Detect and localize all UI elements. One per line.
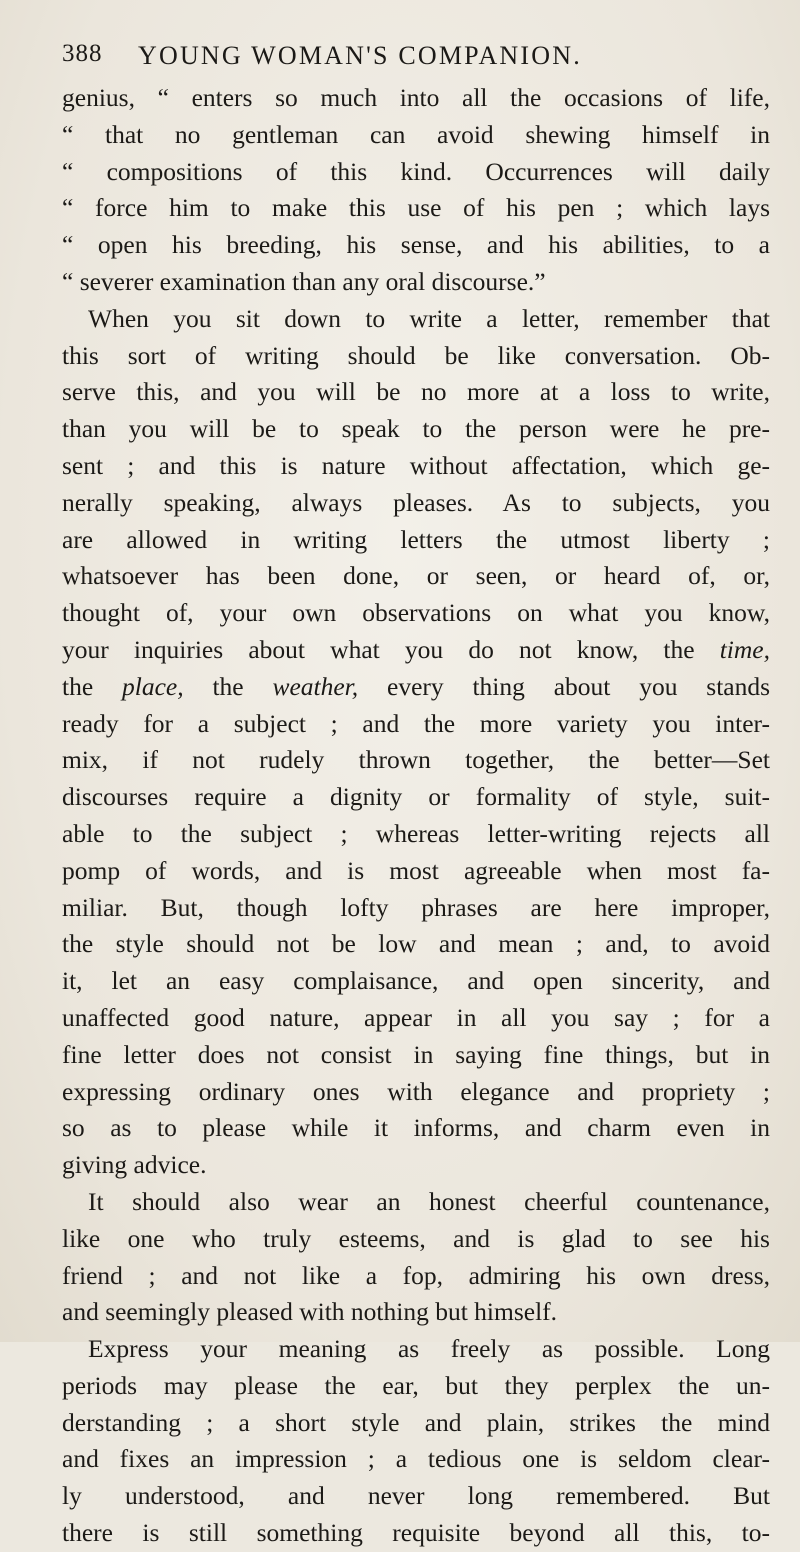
text-line: serve this, and you will be no more at a loss to write, — [62, 377, 770, 407]
body-text — [62, 80, 770, 1552]
text-line: than you will be to speak to the person were he pre- — [62, 414, 770, 444]
text-line: giving advice. — [62, 1150, 207, 1180]
text-line: so as to please while it informs, and charm even in — [62, 1113, 770, 1143]
text-line: “ that no gentleman can avoid shewing himself in — [62, 119, 770, 149]
italic-word-place: place, — [122, 671, 184, 701]
italic-word-time: time, — [719, 634, 770, 664]
paragraph-start-line: Express your meaning as freely as possible. Long — [88, 1334, 770, 1364]
text-line: this sort of writing should be like conversation. Ob- — [62, 340, 770, 370]
text-segment: every thing about you stands — [387, 671, 771, 701]
running-head — [62, 40, 752, 80]
text-line: there is still something requisite beyond all this, to- — [62, 1518, 770, 1548]
text-segment: the — [62, 671, 94, 701]
paragraph-start-line: When you sit down to write a letter, remember that — [88, 303, 770, 333]
text-line: discourses require a dignity or formality of style, suit- — [62, 782, 770, 812]
text-line: ready for a subject ; and the more variety you inter- — [62, 708, 770, 738]
text-line: “ compositions of this kind. Occurrences will daily — [62, 156, 770, 186]
text-line: “ severer examination than any oral discourse.” — [62, 266, 546, 296]
text-line: the style should not be low and mean ; and, to avoid — [62, 929, 770, 959]
text-line: and seemingly pleased with nothing but himself. — [62, 1297, 558, 1327]
text-segment: your inquiries about what you do not know, the — [62, 634, 695, 664]
text-line: able to the subject ; whereas letter-writing rejects all — [62, 818, 770, 848]
text-line: fine letter does not consist in saying fine things, but in — [62, 1039, 770, 1069]
text-line: periods may please the ear, but they perplex the un- — [62, 1370, 770, 1400]
text-line: miliar. But, though lofty phrases are here improper, — [62, 892, 770, 922]
text-line: “ open his breeding, his sense, and his abilities, to a — [62, 230, 770, 260]
text-line: mix, if not rudely thrown together, the better—Set — [62, 745, 770, 775]
text-line-with-italic — [62, 632, 770, 669]
text-line: like one who truly esteems, and is glad to see his — [62, 1223, 770, 1253]
paragraph-start-line: It should also wear an honest cheerful countenance, — [88, 1186, 770, 1216]
text-line: whatsoever has been done, or seen, or heard of, or, — [62, 561, 770, 591]
running-title: YOUNG WOMAN'S COMPANION. — [138, 41, 582, 70]
text-line: unaffected good nature, appear in all you say ; for a — [62, 1002, 770, 1032]
text-line: sent ; and this is nature without affectation, which ge- — [62, 450, 770, 480]
text-line: expressing ordinary ones with elegance and propriety ; — [62, 1076, 770, 1106]
text-line: and fixes an impression ; a tedious one is seldom clear- — [62, 1444, 770, 1474]
text-line: are allowed in writing letters the utmost liberty ; — [62, 524, 770, 554]
text-line: thought of, your own observations on what you know, — [62, 598, 770, 628]
text-line: derstanding ; a short style and plain, strikes the mind — [62, 1407, 770, 1437]
text-line: “ force him to make this use of his pen ; which lays — [62, 193, 770, 223]
text-line: it, let an easy complaisance, and open sincerity, and — [62, 966, 770, 996]
text-line-with-italic — [62, 669, 770, 706]
text-segment: the — [212, 671, 244, 701]
page-number: 388 — [62, 40, 103, 67]
text-line: pomp of words, and is most agreeable when most fa- — [62, 855, 770, 885]
text-line: ly understood, and never long remembered. But — [62, 1481, 770, 1511]
italic-word-weather: weather, — [272, 671, 359, 701]
text-line: friend ; and not like a fop, admiring his own dress, — [62, 1260, 770, 1290]
text-line: nerally speaking, always pleases. As to subjects, you — [62, 487, 770, 517]
text-line: genius, “ enters so much into all the occasions of life, — [62, 83, 770, 112]
